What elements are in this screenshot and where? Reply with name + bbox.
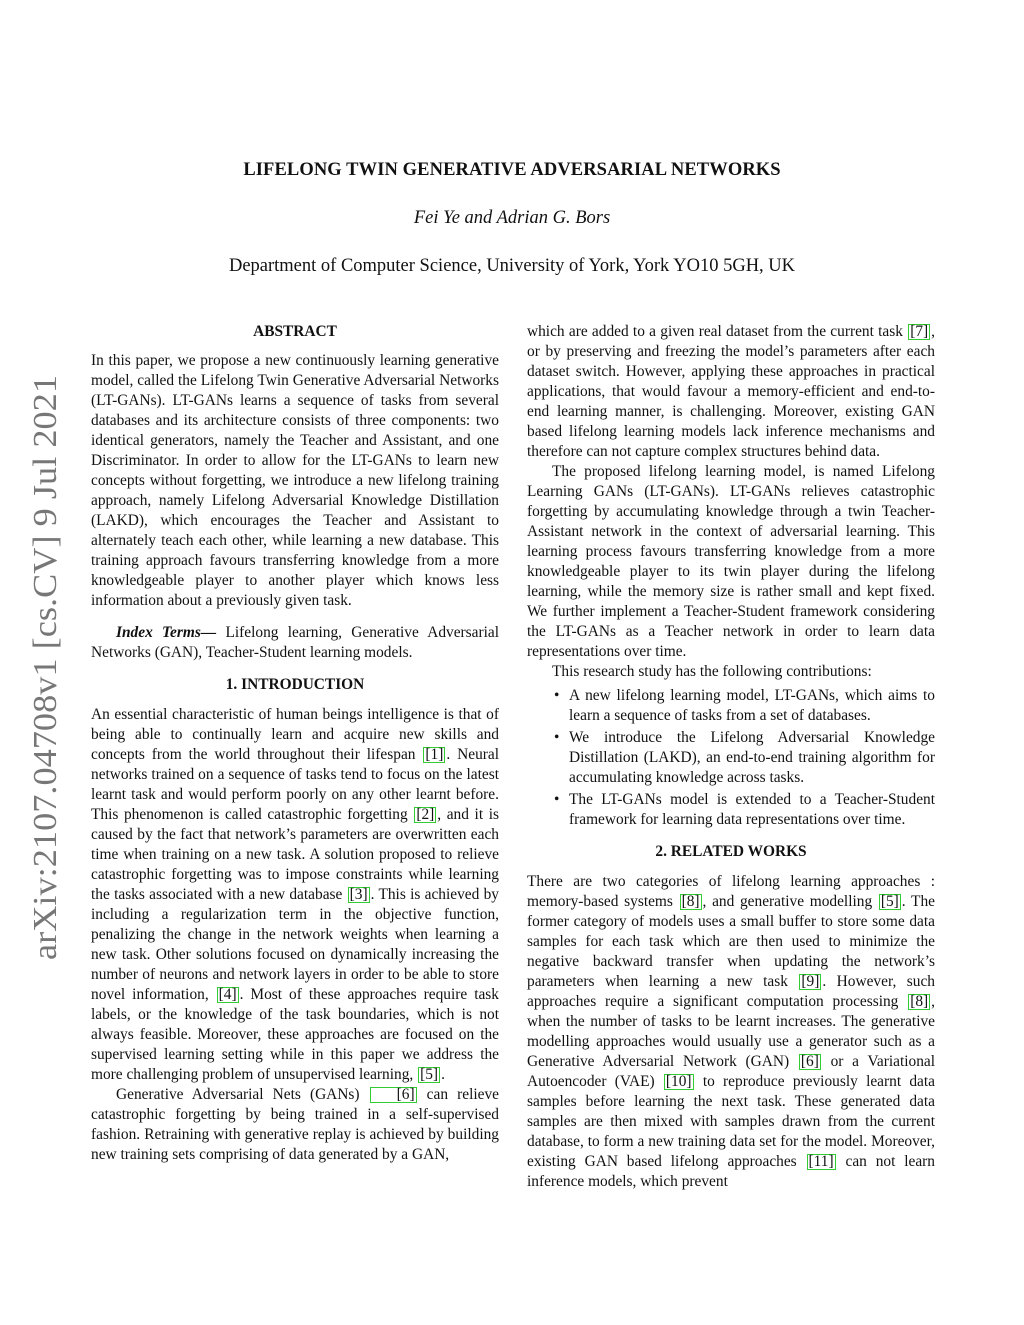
intro-paragraph-5: This research study has the following contributions:	[552, 663, 872, 680]
related-works-heading: 2. RELATED WORKS	[655, 843, 807, 860]
citation-link[interactable]: [3]	[349, 886, 368, 903]
intro-paragraph-1: An essential characteristic of human beings intelligence is that of being able to continually learn and acquire new skills and concepts from the world throughout their lifespan [1] . Neural networks trained on a sequence of tasks tend to focus on the latest learnt task and would perform poorly on any other learnt before. This phenomenon is called catastrophic forgetting [2] , and it is caused by the fact that network’s parameters are overwritten each time when training on a new task. A solution proposed to relieve catastrophic forgetting was to impose constraints while learning the tasks associated with a new database [3] . This is achieved by including a regularization term in the objective function, penalizing the change in the network weights when learning a new task. Other solutions focused on dynamically increasing the number of neurons and network layers in order to be able to store novel information, [4] . Most of these approaches require task labels, or the knowledge of the task boundaries, which is not always feasible. Moreover, these approaches are focused on the supervised learning setting while in this paper we address the more challenging problem of unsupervised learning, [5] .	[91, 706, 500, 1083]
intro-paragraph-4: The proposed lifelong learning model, is named Lifelong Learning GANs (LT-GANs). LT-GANs relieves catastrophic forgetting by accumulating knowledge through a twin Teacher-Assistant network in the context of adversarial learning. This learning process favours transferring knowledge from a more knowledgeable player to its twin player during the lifelong learning, while the memory size is rather small and kept fixed. We further implement a Teacher-Student framework considering the LT-GANs as a Teacher network in order to learn data representations over time.	[527, 463, 935, 660]
affiliation: Department of Computer Science, University of York, York YO10 5GH, UK	[228, 256, 796, 276]
citation-link[interactable]: [5]	[880, 893, 899, 910]
citation-link[interactable]: [9]	[801, 973, 820, 990]
citation-link[interactable]: [1]	[425, 746, 444, 763]
contributions-list	[527, 686, 935, 830]
authors: Fei Ye and Adrian G. Bors	[413, 208, 611, 228]
citation-link[interactable]: [8]	[681, 893, 700, 910]
citation-link[interactable]: [2]	[416, 806, 435, 823]
index-terms	[91, 623, 499, 663]
arxiv-identifier	[22, 375, 66, 960]
citation-link[interactable]: [11]	[808, 1153, 834, 1170]
related-paragraph-1: There are two categories of lifelong learning approaches : memory-based systems [8] , and generative modelling [5] . The former category of models uses a small buffer to store some data samples for each task which are then used to minimize the negative backward transfer when updating the network’s parameters when learning a new task [9] . However, such approaches require a significant computation processing [8] , when the number of tasks to be learnt increases. The generative modelling approaches would usually use a generator such as a Generative Adversarial Network (GAN) [6] or a Variational Autoencoder (VAE) [10] to reproduce previously learnt data samples before learning the next task. These generated data samples are then mixed with samples drawn from the current database, to form a new training data set for the model. Moreover, existing GAN based lifelong approaches [11] can not learn inference models, which prevent	[527, 873, 936, 1190]
arxiv-identifier-text: arXiv:2107.04708v1 [cs.CV] 9 Jul 2021	[27, 412, 64, 960]
abstract-heading: ABSTRACT	[253, 323, 337, 340]
list-item: • A new lifelong learning model, LT-GANs, which aims to learn a sequence of tasks from a set of databases.	[527, 686, 935, 726]
citation-link[interactable]: [7]	[910, 323, 929, 340]
citation-link[interactable]: [6]	[800, 1053, 819, 1070]
citation-link[interactable]: [5]	[420, 1066, 439, 1083]
introduction-heading: 1. INTRODUCTION	[225, 676, 365, 693]
paper-title: LIFELONG TWIN GENERATIVE ADVERSARIAL NETWORKS	[243, 160, 781, 180]
list-item: • We introduce the Lifelong Adversarial Knowledge Distillation (LAKD), an end-to-end training algorithm for accumulating knowledge across tasks.	[527, 728, 935, 788]
left-column	[91, 322, 499, 1165]
intro-paragraph-2: Generative Adversarial Nets (GANs) [6] can relieve catastrophic forgetting by being trained in a self-supervised fashion. Retraining with generative replay is achieved by building new training sets comprising of data generated by a GAN,	[91, 1086, 499, 1163]
index-terms-label: Index Terms—	[116, 624, 217, 641]
citation-link[interactable]: [4]	[218, 986, 237, 1003]
citation-link[interactable]: [10]	[665, 1073, 692, 1090]
index-terms-text: Lifelong learning, Generative Adversarial Networks (GAN), Teacher-Student learning models.	[91, 624, 499, 661]
intro-paragraph-3: which are added to a given real dataset from the current task [7] , or by preserving and freezing the model’s parameters after each dataset switch. However, applying these approaches in practical applications, that would favour a memory-efficient and end-to-end learning manner, is challenging. Moreover, existing GAN based lifelong learning models lack inference mechanisms and therefore can not capture complex structures behind data.	[527, 323, 935, 460]
citation-link[interactable]: [6]	[370, 1087, 417, 1103]
abstract-text: In this paper, we propose a new continuously learning generative model, called the Lifelong Twin Generative Adversarial Networks (LT-GANs). LT-GANs learns a sequence of tasks from several databases and its architecture consists of three components: two identical generators, namely the Teacher and Assistant, and one Discriminator. In order to allow for the LT-GANs to learn new concepts without forgetting, we introduce a new lifelong training approach, namely Lifelong Adversarial Knowledge Distillation (LAKD), which encourages the Teacher and Assistant to alternately teach each other, while learning a new database. This training approach favours transferring knowledge from a more knowledgeable player to another player which knows less information about a previously given task.	[91, 352, 499, 609]
citation-link[interactable]: [8]	[910, 993, 929, 1010]
right-column	[527, 322, 935, 1192]
list-item: • The LT-GANs model is extended to a Teacher-Student framework for learning data representations over time.	[527, 790, 935, 830]
